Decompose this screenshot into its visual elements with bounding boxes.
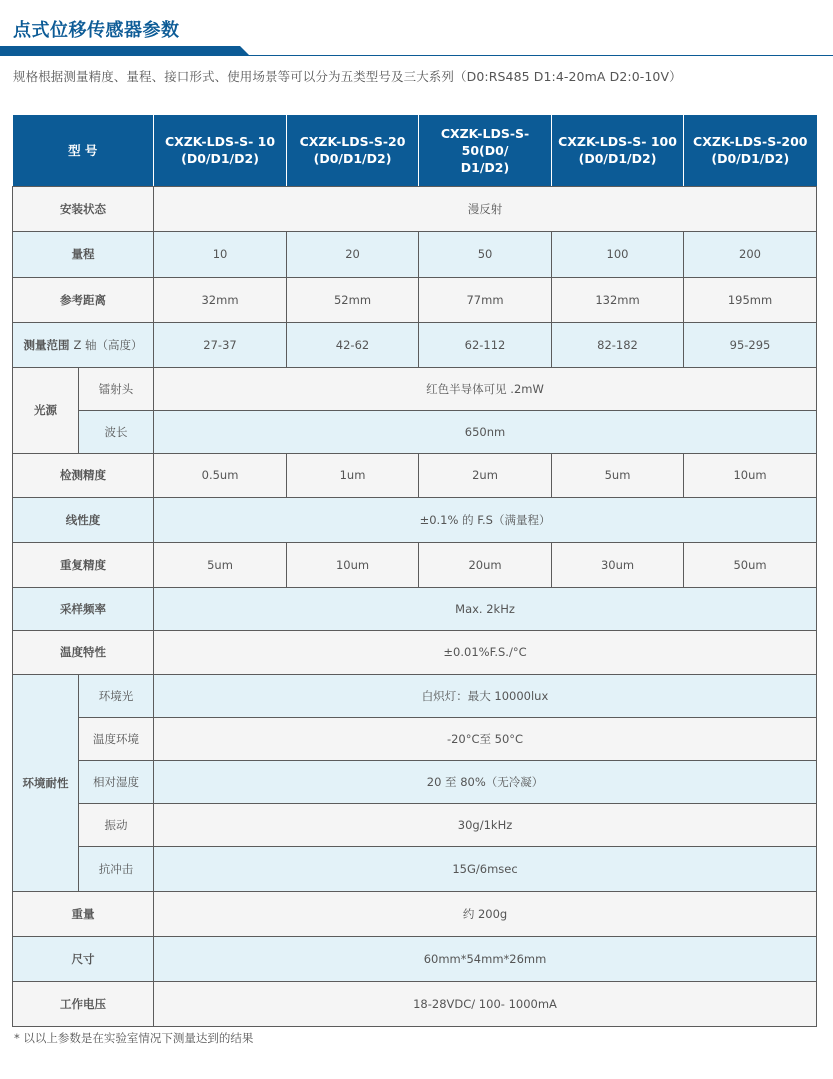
sub-label-env-humidity: 相对湿度 xyxy=(79,760,154,803)
sub-label-env-shock: 抗冲击 xyxy=(79,846,154,891)
ref-distance-value: 52mm xyxy=(287,277,419,322)
table-row-env-humidity xyxy=(13,760,817,803)
table-row-install xyxy=(13,186,817,231)
repeatability-value: 30um xyxy=(552,542,684,587)
env-shock-value: 15G/6msec xyxy=(154,846,817,891)
table-row-range xyxy=(13,231,817,277)
row-label-light-source: 光源 xyxy=(13,367,79,453)
header-model-200: CXZK-LDS-S-200 (D0/D1/D2) xyxy=(684,115,817,186)
table-row-wavelength xyxy=(13,410,817,453)
precision-value: 2um xyxy=(419,453,552,497)
row-label-measure-range: 测量范围 Z 轴（高度） xyxy=(13,322,154,367)
header-model-label: 型 号 xyxy=(13,115,154,186)
weight-value: 约 200g xyxy=(154,891,817,936)
table-row-env-shock xyxy=(13,846,817,891)
size-value: 60mm*54mm*26mm xyxy=(154,936,817,981)
env-humidity-value: 20 至 80%（无冷凝） xyxy=(154,760,817,803)
table-row-ref-distance xyxy=(13,277,817,322)
range-value: 50 xyxy=(419,231,552,277)
table-row-linearity xyxy=(13,497,817,542)
repeatability-value: 50um xyxy=(684,542,817,587)
row-label-range: 量程 xyxy=(13,231,154,277)
repeatability-value: 5um xyxy=(154,542,287,587)
row-label-weight: 重量 xyxy=(13,891,154,936)
repeatability-value: 20um xyxy=(419,542,552,587)
measure-range-value: 82-182 xyxy=(552,322,684,367)
measure-range-value: 95-295 xyxy=(684,322,817,367)
spec-table xyxy=(12,115,817,1027)
header-model-10: CXZK-LDS-S- 10 (D0/D1/D2) xyxy=(154,115,287,186)
table-row-precision xyxy=(13,453,817,497)
temp-char-value: ±0.01%F.S./°C xyxy=(154,630,817,674)
precision-value: 5um xyxy=(552,453,684,497)
precision-value: 10um xyxy=(684,453,817,497)
table-row-laser-head xyxy=(13,367,817,410)
ref-distance-value: 195mm xyxy=(684,277,817,322)
precision-value: 1um xyxy=(287,453,419,497)
table-row-measure-range xyxy=(13,322,817,367)
page-title: 点式位移传感器参数 xyxy=(13,20,180,41)
row-label-repeatability: 重复精度 xyxy=(13,542,154,587)
sub-label-env-vibration: 振动 xyxy=(79,803,154,846)
measure-range-value: 27-37 xyxy=(154,322,287,367)
header-model-20: CXZK-LDS-S-20 (D0/D1/D2) xyxy=(287,115,419,186)
row-label-ref-distance: 参考距离 xyxy=(13,277,154,322)
ref-distance-value: 77mm xyxy=(419,277,552,322)
sub-label-laser-head: 镭射头 xyxy=(79,367,154,410)
env-temp-value: -20°C至 50°C xyxy=(154,717,817,760)
title-divider xyxy=(0,55,833,56)
row-label-install: 安装状态 xyxy=(13,186,154,231)
header-row xyxy=(13,115,817,186)
row-label-sampling: 采样频率 xyxy=(13,587,154,630)
table-row-temp-char xyxy=(13,630,817,674)
header-model-50: CXZK-LDS-S-50(D0/ D1/D2) xyxy=(419,115,552,186)
row-label-environment: 环境耐性 xyxy=(13,674,79,891)
row-label-voltage: 工作电压 xyxy=(13,981,154,1026)
measure-range-value: 42-62 xyxy=(287,322,419,367)
row-label-linearity: 线性度 xyxy=(13,497,154,542)
footnote: * 以以上参数是在实验室情况下测量达到的结果 xyxy=(14,1031,254,1045)
row-label-temp-char: 温度特性 xyxy=(13,630,154,674)
range-value: 10 xyxy=(154,231,287,277)
voltage-value: 18-28VDC/ 100- 1000mA xyxy=(154,981,817,1026)
env-light-value: 白炽灯：最大 10000lux xyxy=(154,674,817,717)
row-label-size: 尺寸 xyxy=(13,936,154,981)
table-row-weight xyxy=(13,891,817,936)
row-label-precision: 检测精度 xyxy=(13,453,154,497)
page-subtitle: 规格根据测量精度、量程、接口形式、使用场景等可以分为五类型号及三大系列（D0:RS485 D1:4-20mA D2:0-10V） xyxy=(13,69,682,84)
laser-head-value: 红色半导体可见 .2mW xyxy=(154,367,817,410)
table-row-voltage xyxy=(13,981,817,1026)
range-value: 20 xyxy=(287,231,419,277)
sub-label-env-light: 环境光 xyxy=(79,674,154,717)
measure-range-value: 62-112 xyxy=(419,322,552,367)
range-value: 200 xyxy=(684,231,817,277)
table-row-env-vibration xyxy=(13,803,817,846)
sampling-value: Max. 2kHz xyxy=(154,587,817,630)
ref-distance-value: 32mm xyxy=(154,277,287,322)
table-row-env-temp xyxy=(13,717,817,760)
repeatability-value: 10um xyxy=(287,542,419,587)
linearity-value: ±0.1% 的 F.S（满量程） xyxy=(154,497,817,542)
precision-value: 0.5um xyxy=(154,453,287,497)
range-value: 100 xyxy=(552,231,684,277)
table-row-sampling xyxy=(13,587,817,630)
install-value: 漫反射 xyxy=(154,186,817,231)
table-row-size xyxy=(13,936,817,981)
ref-distance-value: 132mm xyxy=(552,277,684,322)
header-model-100: CXZK-LDS-S- 100 (D0/D1/D2) xyxy=(552,115,684,186)
sub-label-wavelength: 波长 xyxy=(79,410,154,453)
env-vibration-value: 30g/1kHz xyxy=(154,803,817,846)
table-row-env-light xyxy=(13,674,817,717)
sub-label-env-temp: 温度环境 xyxy=(79,717,154,760)
table-row-repeatability xyxy=(13,542,817,587)
wavelength-value: 650nm xyxy=(154,410,817,453)
